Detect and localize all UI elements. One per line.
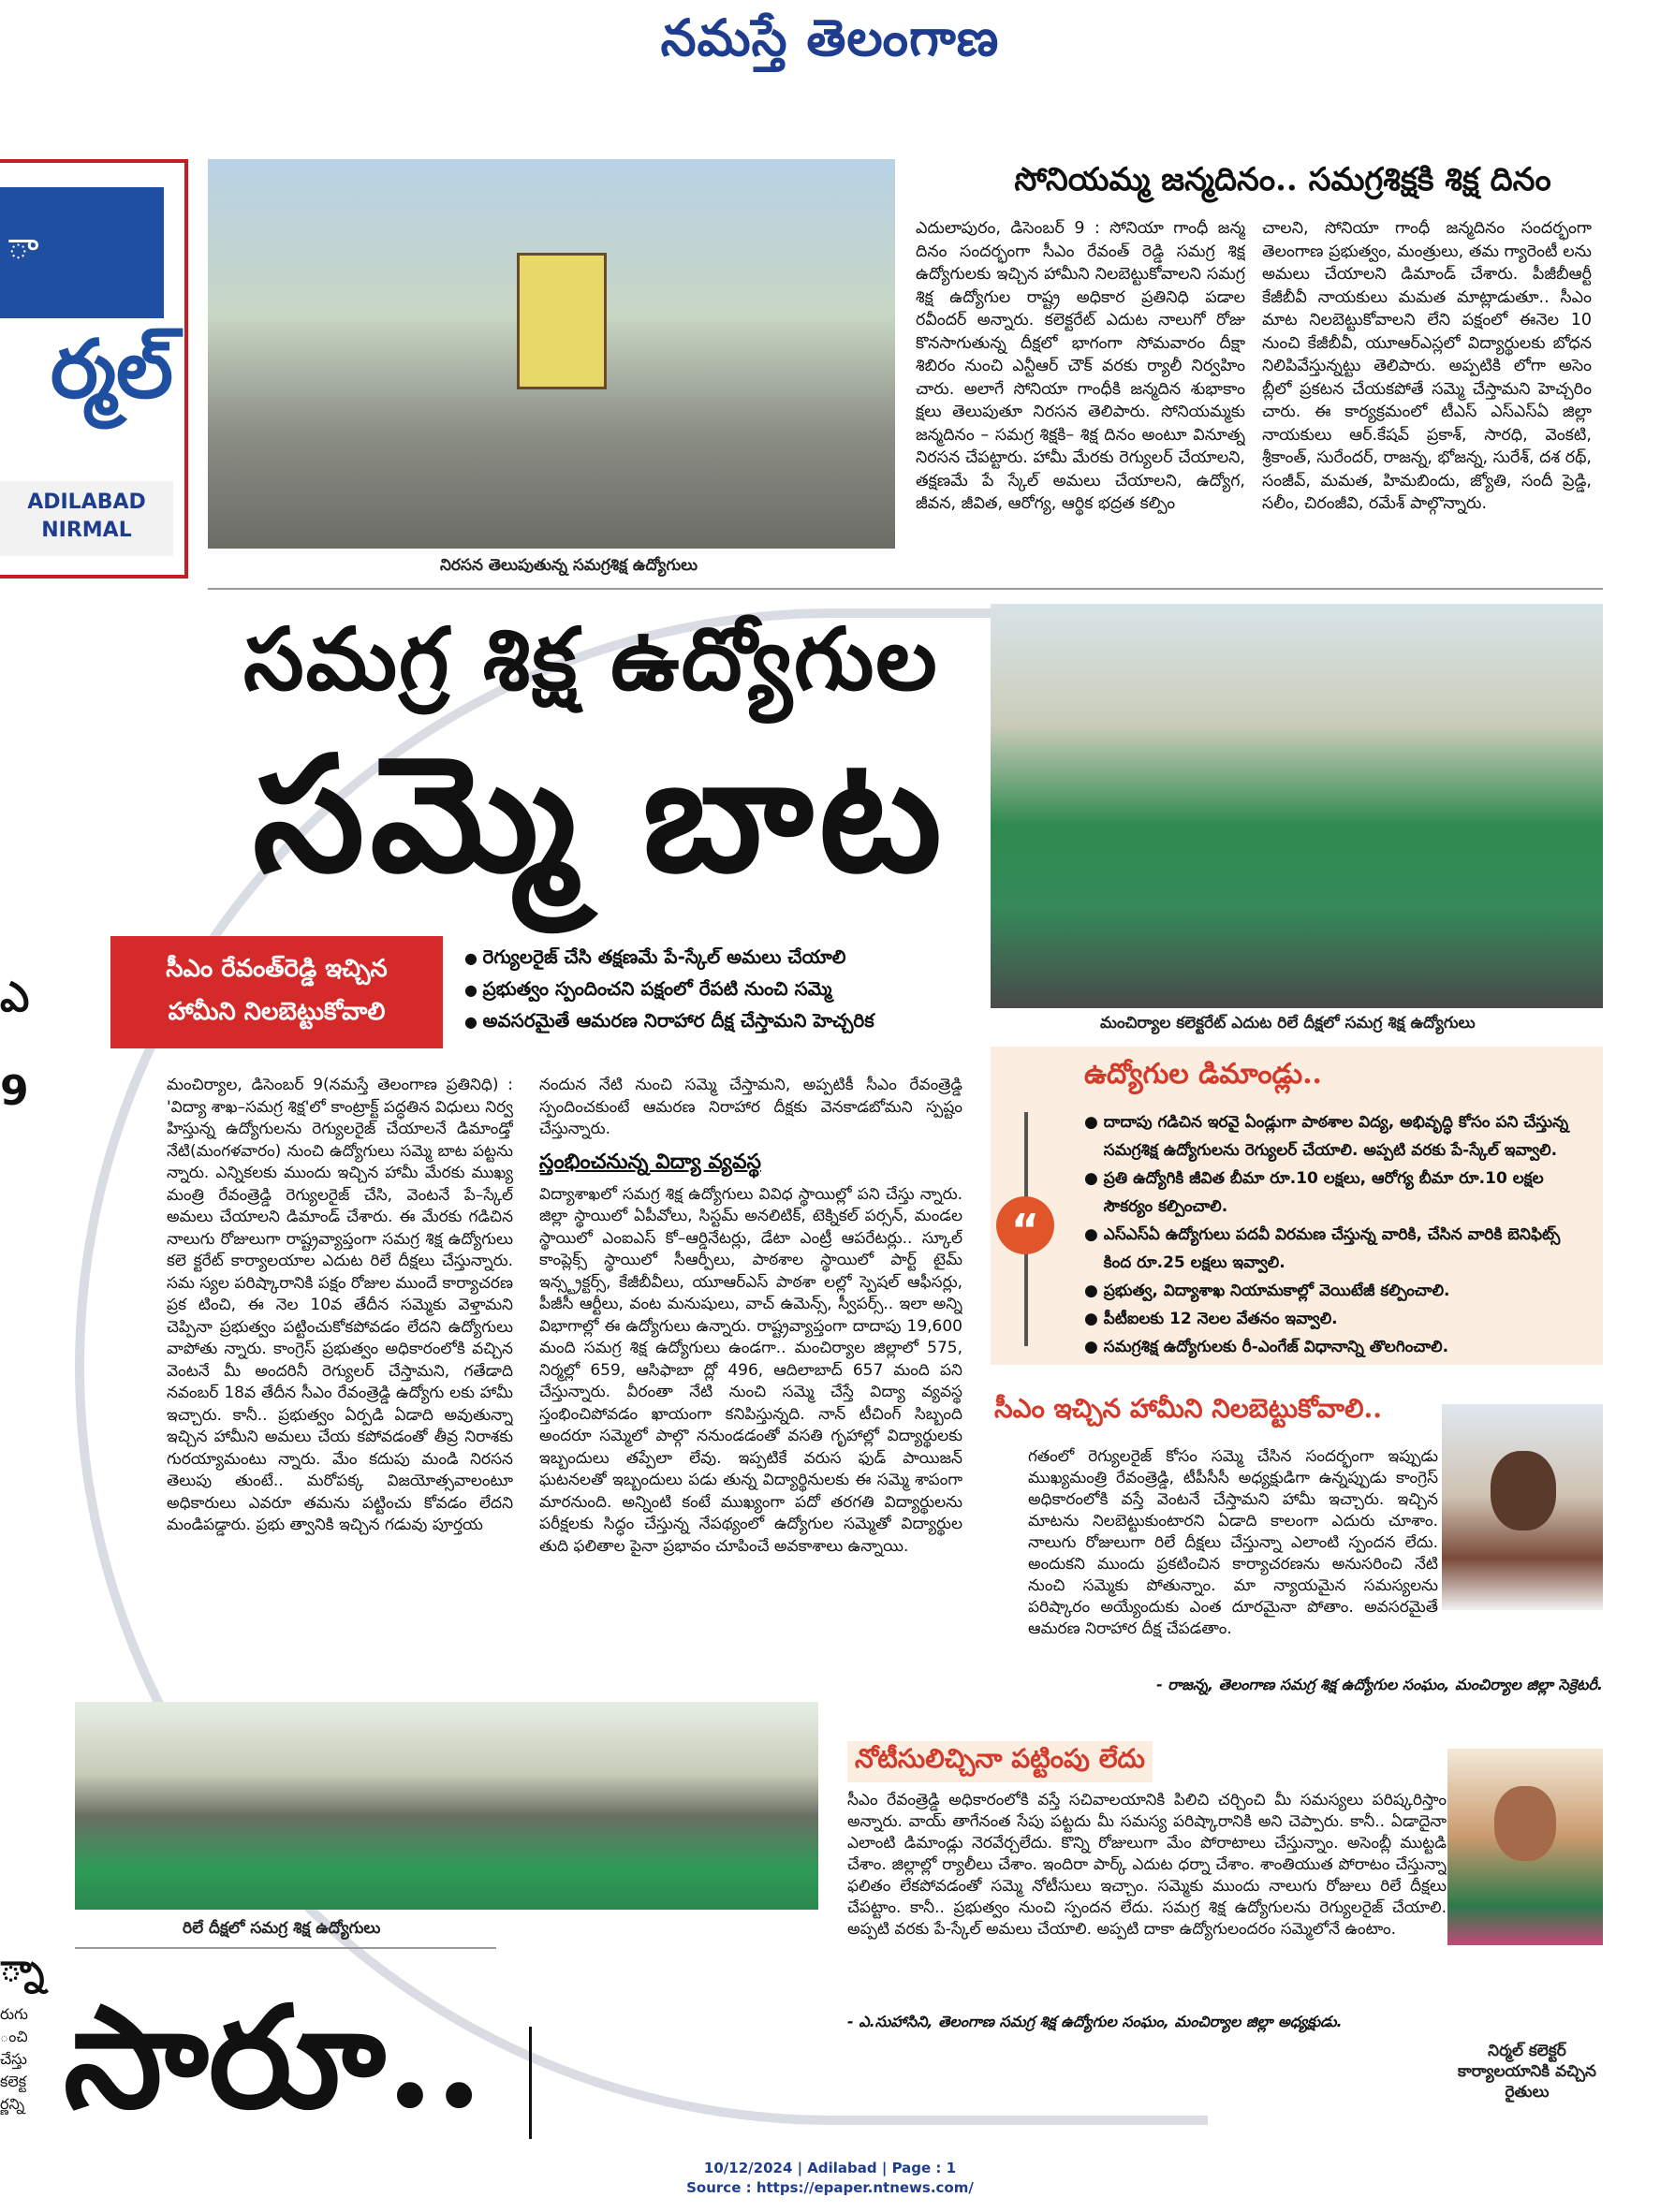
- left-edge-line: రుగు: [0, 2005, 28, 2023]
- demand-item: ● పీటీఐలకు 12 నెలల వేతనం ఇవ్వాలి.: [1084, 1310, 1338, 1328]
- caption-rule: [75, 1947, 496, 1949]
- bottom-story-photo: [75, 1702, 818, 1910]
- footer-source[interactable]: Source : https://epaper.ntnews.com/: [686, 2179, 974, 2196]
- cm-section-title: సీఎం ఇచ్చిన హామీని నిలబెట్టుకోవాలి..: [994, 1393, 1382, 1424]
- top-story-column-1: ఎదులాపురం, డిసెంబర్ 9 : సోనియా గాంధీ జన్మ దినం సందర్భంగా సీఎం రేవంత్ రెడ్డి సమగ్ర శిక్ష ఉద్యోగులకు ఇచ్చిన హామీని నిలబెట్టుకోవాలని సమగ్ర శిక్ష ఉద్యోగుల రాష్ట్ర అధికార ప్రతినిధి పడాల రవీందర్ అన్నారు. కలెక్టరేట్ ఎదుట నాలుగో రోజు కొనసాగుతున్న దీక్షలో భాగంగా సోమవారం దీక్షా శిబిరం నుంచి ఎన్టీఆర్ చౌక్ వరకు ర్యాలీ నిర్వహిం చారు. అలాగే సోనియా గాంధీకి జన్మదిన శుభాకాం క్షలు తెలుపుతూ నిరసన తెలిపారు. సోనియమ్మకు జన్మదినం – సమగ్ర శిక్షకి– శిక్ష దినం అంటూ వినూత్న నిరసన చేపట్టారు. హామీ మేరకు రెగ్యులర్ చేయాలని, తక్షణమే పే స్కేల్ అమలు చేయాలని, ఉద్యోగ, జీవన, జీవిత, ఆరోగ్య, ఆర్థిక భద్రత కల్పిం: [916, 219, 1245, 513]
- left-edge-char: ్నా: [0, 1947, 45, 1990]
- region-banner: [0, 159, 188, 579]
- demand-item: ● ఎస్ఎస్ఏ ఉద్యోగులు పదవీ విరమణ చేస్తున్న వారికి, చేసిన వారికి బెనిఫిట్స్ కింద రూ.25 లక్షలు ఇవ్వాలి.: [1084, 1225, 1561, 1272]
- rajanna-portrait: [1442, 1404, 1603, 1610]
- demands-title: ఉద్యోగుల డిమాండ్లు..: [1084, 1058, 1322, 1091]
- region-name-partial: ర్మల్: [50, 322, 173, 417]
- main-story-column-2-body: విద్యాశాఖలో సమగ్ర శిక్ష ఉద్యోగులు వివిధ స్థాయిల్లో పని చేస్తు న్నారు. జిల్లా స్థాయిలో ఏపీవోలు, సిస్టమ్ అనలిటిక్, టెక్నికల్ పర్సన్, మండల స్థాయిలో ఎంఐఎస్ కో–ఆర్డినేటర్లు, డేటా ఎంట్రీ ఆపరేటర్లు.. స్కూల్ కాంప్లెక్స్ స్థాయిలో సీఆర్పీలు, పాఠశాల స్థాయిలో పార్ట్ టైమ్ ఇన్స్ట్రక్టర్స్, కేజీబీవీలు, యూఆర్ఎస్ పాఠశా లల్లో స్పెషల్ ఆఫీసర్లు, పీజీసీ ఆర్టీలు, వంట మనుషులు, వాచ్ ఉమెన్స్, స్వీపర్స్.. ఇలా అన్ని విభాగాల్లో ఈ ఉద్యోగులు ఉన్నారు. రాష్ట్రవ్యాప్తంగా దాదాపు 19,600 మంది సమగ్ర శిక్ష ఉద్యోగులు ఉండగా.. మంచిర్యాల జిల్లాలో 575, నిర్మల్లో 659, ఆసిఫాబా ద్లో 496, ఆదిలాబాద్ 657 మంది పని చేస్తున్నారు. వీరంతా నేటి నుంచి సమ్మె చేస్తే విద్యా వ్యవస్థ స్తంభించిపోవడం ఖాయంగా కనిపిస్తున్నది. నాన్ టీచింగ్ సిబ్బంది అందరూ సమ్మెలో పాల్గొ ననుండడంతో వసతి గృహాల్లో విద్యార్థులకు ఇబ్బందులు తప్పేలా లేవు. ఇప్పటికే వరుస ఫుడ్ పాయిజన్ ఘటనలతో ఇబ్బందులు పడు తున్న విద్యార్థినులకు ఈ సమ్మె శాపంగా మారనుంది. అన్నింటి కంటే ముఖ్యంగా పదో తరగతి విద్యార్థులను పరీక్షలకు సిద్ధం చేస్తున్న నేపథ్యంలో ఉద్యోగుల సమ్మెతో విద్యార్థుల తుది ఫలితాల పైనా ప్రభావం చూపించే అవకాశాలు ఉన్నాయి.: [539, 1184, 962, 1556]
- section-divider: [208, 588, 1603, 590]
- left-edge-char: ఎ: [0, 974, 30, 1021]
- main-headline-line2: సమ్మె బాట: [253, 721, 948, 908]
- bottom-headline: సారూ..: [64, 1975, 484, 2140]
- demand-item: ● దాదాపు గడిచిన ఇరవై ఏండ్లుగా పాఠశాల విద్య, అభివృద్ధి కోసం పని చేస్తున్న సమగ్రశిక్ష ఉద్యోగులను రెగ్యులర్ చేయాలి. అప్పటి వరకు పే-స్కేల్ ఇవ్వాలి.: [1084, 1113, 1569, 1160]
- main-story-column-2: [539, 1075, 962, 1568]
- left-edge-line: కలెక్ట: [0, 2073, 27, 2090]
- deck-line-1: సీఎం రేవంత్‌రెడ్డి ఇచ్చిన: [166, 955, 388, 983]
- newspaper-title: నమస్తే తెలంగాణ: [660, 7, 1000, 67]
- demands-box: [991, 1047, 1603, 1365]
- region-line-2: NIRMAL: [41, 519, 132, 542]
- top-story-photo-caption: నిరసన తెలుపుతున్న సమగ్రశిక్ష ఉద్యోగులు: [440, 556, 698, 575]
- left-edge-line: ంచి: [0, 2028, 28, 2045]
- quote-icon: “: [996, 1196, 1054, 1254]
- deck-bullet: ● ప్రభుత్వం స్పందించని పక్షంలో రేపటి నుంచి సమ్మె: [464, 974, 989, 1005]
- region-badge-glyph: ా: [7, 225, 39, 268]
- main-story-photo: [991, 604, 1603, 1008]
- caption-line: కార్యాలయానికి వచ్చిన: [1458, 2062, 1596, 2081]
- portrait-face-shape: [1494, 1786, 1556, 1861]
- deck-bullet: ● అవసరమైతే ఆమరణ నిరాహార దీక్ష చేస్తామని హెచ్చరిక: [464, 1005, 989, 1037]
- demand-item: ● ప్రభుత్వ, విద్యాశాఖ నియామకాల్లో వెయిటేజీ కల్పించాలి.: [1084, 1282, 1450, 1300]
- caption-line: రైతులు: [1505, 2083, 1550, 2102]
- deck-bullets: [464, 942, 989, 1037]
- left-edge-strip: [0, 599, 45, 2144]
- footer-date-edition: 10/12/2024 | Adilabad | Page : 1: [703, 2160, 957, 2176]
- suhasini-portrait: [1447, 1749, 1603, 1945]
- demand-item: ● ప్రతి ఉద్యోగికి జీవిత బీమా రూ.10 లక్షలు, ఆరోగ్య బీమా రూ.10 లక్షల సౌకర్యం కల్పించాలి.: [1084, 1169, 1544, 1216]
- demands-list: [1084, 1108, 1590, 1361]
- notice-section-body: సీఎం రేవంత్రెడ్డి అధికారంలోకి వస్తే సచివాలయానికి పిలిచి చర్చించి మీ సమస్యలు పరిష్కరిస్తాం అన్నారు. వాయ్ తాగేనంత సేపు పట్టదు మీ సమస్య పరిష్కారానికి అని చెప్పారు. కానీ.. ఏడాదైనా ఎలాంటి డిమాండ్లు నెరవేర్చలేదు. కొన్ని రోజులుగా మేం పోరాటాలు చేస్తున్నాం. అసెంబ్లీ ముట్టడి చేశాం. జిల్లాల్లో ర్యాలీలు చేశాం. ఇందిరా పార్క్ ఎదుట ధర్నా చేశాం. శాంతియుత పోరాటం చేస్తున్నా ఫలితం లేకపోవడంతో సమ్మె నోటీసులు ఇచ్చాం. సమ్మెకు ముందు నాలుగు రోజులు రిలే దీక్షలు చేపట్టాం. కానీ.. ప్రభుత్వం నుంచి స్పందన లేదు. సమగ్ర శిక్ష ఉద్యోగులను రెగ్యులరైజ్ చేయాలి. అప్పటి వరకు పే-స్కేల్ అమలు చేయాలి. అప్పటి దాకా ఉద్యోగులందరం సమ్మెలోనే ఉంటాం.: [847, 1791, 1447, 1939]
- page-footer: [0, 2159, 1660, 2198]
- top-story-column-2: చాలని, సోనియా గాంధీ జన్మదినం సందర్భంగా తెలంగాణ ప్రభుత్వం, మంత్రులు, తమ గ్యారెంటీ లను అమలు చేయాలని డిమాండ్ చేశారు. పీజీబీఆర్టీ కేజీబీవీ నాయకులు మమత మాట్లాడుతూ.. సీఎం మాట నిలబెట్టుకోవాలని లేని పక్షంలో ఈనెల 10 నుంచి కేజీబీవీ, యూఆర్ఎస్లలో విద్యార్థులకు బోధన నిలిపివేస్తున్నట్టు తెలిపారు. అప్పటికి లోగా అసెం బ్లీలో ప్రకటన చేయకపోతే సమ్మె చేస్తామని హెచ్చరిం చారు. ఈ కార్యక్రమంలో టీఎస్ ఎస్ఎస్ఏ జిల్లా నాయకులు ఆర్.కేషవ్ ప్రకాశ్, సారధి, వెంకటి, శ్రీకాంత్, సురేందర్, రాజన్న, భోజన్న, సురేశ్, దశ రథ్, సంజీవ్, మమత, హిమబిందు, జ్యోతి, సందీ ప్రెడ్డి, సలీం, చిరంజీవి, రమేశ్ పాల్గొన్నారు.: [1262, 219, 1592, 513]
- region-banner-badge: [0, 187, 164, 318]
- bottom-photo-caption: రిలే దీక్షలో సమగ్ర శిక్ష ఉద్యోగులు: [183, 1919, 381, 1938]
- main-story-column-2-intro: నందున నేటి నుంచి సమ్మె చేస్తామని, అప్పటికీ సీఎం రేవంత్రెడ్డి స్పందించకుంటే ఆమరణ నిరాహార దీక్షకు వెనకాడబోమని స్పష్టం చేస్తున్నారు.: [539, 1076, 962, 1138]
- portrait-banner-shape: [517, 253, 607, 389]
- deck-red-box: [110, 936, 443, 1048]
- demand-item: ● సమగ్రశిక్ష ఉద్యోగులకు రీ-ఎంగేజ్ విధానాన్ని తొలగించాలి.: [1084, 1338, 1449, 1356]
- main-story-subhead: స్తంభించనున్న విద్యా వ్యవస్థ: [539, 1150, 761, 1174]
- main-story-column-1: మంచిర్యాల, డిసెంబర్ 9(నమస్తే తెలంగాణ ప్రతినిధి) : 'విద్యా శాఖ–సమగ్ర శిక్ష'లో కాంట్రాక్ట్ పద్ధతిన విధులు నిర్వ హిస్తున్న ఉద్యోగులను రెగ్యులరైజ్ చేయాలనే డిమాండ్తో నేటి(మంగళవారం) నుంచి ఉద్యోగులు సమ్మె బాట పట్టను న్నారు. ఎన్నికలకు ముందు ఇచ్చిన హామీ మేరకు ముఖ్య మంత్రి రేవంత్రెడ్డి రెగ్యులరైజ్ చేసి, వెంటనే పే–స్కేల్ అమలు చేయాలని డిమాండ్ చేశారు. ఈ మేరకు గడిచిన నాలుగు రోజులుగా రాష్ట్రవ్యాప్తంగా సమగ్ర శిక్ష ఉద్యోగులు కలె క్టరేట్ కార్యాలయాల ఎదుట రిలే దీక్షలు చేస్తున్నారు. సమ స్యల పరిష్కారానికి పక్షం రోజుల ముందే కార్యాచరణ ప్రక టించి, ఈ నెల 10వ తేదీన సమ్మెకు వెళ్తామని చెప్పినా ప్రభుత్వం పట్టించుకోకపోవడం లేదని ఉద్యోగులు వాపోతు న్నారు. కాంగ్రెస్ ప్రభుత్వం అధికారంలోకి వచ్చిన వెంటనే మీ అందరినీ రెగ్యులర్ చేస్తామని, గతేడాది నవంబర్ 18వ తేదీన సీఎం రేవంత్రెడ్డి ఉద్యోగు లకు హామీ ఇచ్చారు. కానీ.. ప్రభుత్వం ఏర్పడి ఏడాది అవుతున్నా ఇచ్చిన హామీని అమలు చేయ కపోవడంతో తీవ్ర నిరాశకు గురయ్యామంటు న్నారు. మేం కదుపు మండి నిరసన తెలుపు తుంటే.. మరోపక్క విజయోత్సవాలంటూ అధికారులు ఎవరూ తమను పట్టించు కోవడం లేదని మండిపడ్డారు. ప్రభు త్వానికి ఇచ్చిన గడువు పూర్తయ: [167, 1076, 513, 1534]
- masthead: [0, 0, 1660, 84]
- notice-section-title: నోటీసులిచ్చినా పట్టింపు లేదు: [847, 1741, 1153, 1782]
- cm-section-body: గతంలో రెగ్యులరైజ్ కోసం సమ్మె చేసిన సందర్భంగా ఇప్పుడు ముఖ్యమంత్రి రేవంత్రెడ్డి, టీపీసీసీ అధ్యక్షుడిగా ఉన్నప్పుడు కాంగ్రెస్ అధికారంలోకి వస్తే వెంటనే చేస్తామని హామీ ఇచ్చారు. ఇచ్చిన మాటను నిలబెట్టుకుంటారని ఏడాది కాలంగా ఎదురు చూశాం. నాలుగు రోజులుగా రిలే దీక్షలు చేస్తున్నా ఎలాంటి స్పందన లేదు. అందుకని ముందు ప్రకటించిన కార్యాచరణను అనుసరించి నేటి నుంచి సమ్మెకు పోతున్నాం. మా న్యాయమైన సమస్యలను పరిష్కారం అయ్యేందుకు ఎంత దూరమైనా పోతాం. అవసరమైతే ఆమరణ నిరాహార దీక్ష చేపడతాం.: [1028, 1447, 1438, 1638]
- bottom-headline-rule: [529, 2027, 532, 2139]
- portrait-face-shape: [1491, 1451, 1556, 1531]
- main-story-photo-caption: మంచిర్యాల కలెక్టరేట్ ఎదుట రిలే దీక్షలో సమగ్ర శిక్ష ఉద్యోగులు: [1100, 1014, 1476, 1033]
- region-line-1: ADILABAD: [27, 491, 146, 514]
- left-edge-line: ర్ణన్ని: [0, 2095, 25, 2113]
- caption-line: నిర్మల్ కలెక్టర్: [1488, 2042, 1566, 2060]
- top-story-headline: సోనియమ్మ జన్మదినం.. సమగ్రశిక్షకి శిక్ష దినం: [1014, 161, 1551, 198]
- notice-section-signature: - ఎ.సుహాసిని, తెలంగాణ సమగ్ర శిక్ష ఉద్యోగుల సంఘం, మంచిర్యాల జిల్లా అధ్యక్షుడు.: [847, 2013, 1343, 2030]
- left-edge-line: చేస్తు: [0, 2050, 27, 2068]
- cm-section-signature: - రాజన్న, తెలంగాణ సమగ్ర శిక్ష ఉద్యోగుల సంఘం, మంచిర్యాల జిల్లా సెక్రెటరీ.: [1156, 1676, 1603, 1693]
- left-edge-char: 9: [0, 1067, 29, 1115]
- main-headline-line1: సమగ్ర శిక్ష ఉద్యోగుల: [243, 608, 939, 710]
- deck-bullet: ● రెగ్యులరైజ్ చేసి తక్షణమే పే-స్కేల్ అమలు చేయాలి: [464, 942, 989, 974]
- farmers-photo-caption: [1447, 2041, 1607, 2102]
- region-label: [0, 481, 173, 556]
- deck-line-2: హామీని నిలబెట్టుకోవాలి: [168, 998, 386, 1026]
- top-story-photo: [208, 159, 895, 549]
